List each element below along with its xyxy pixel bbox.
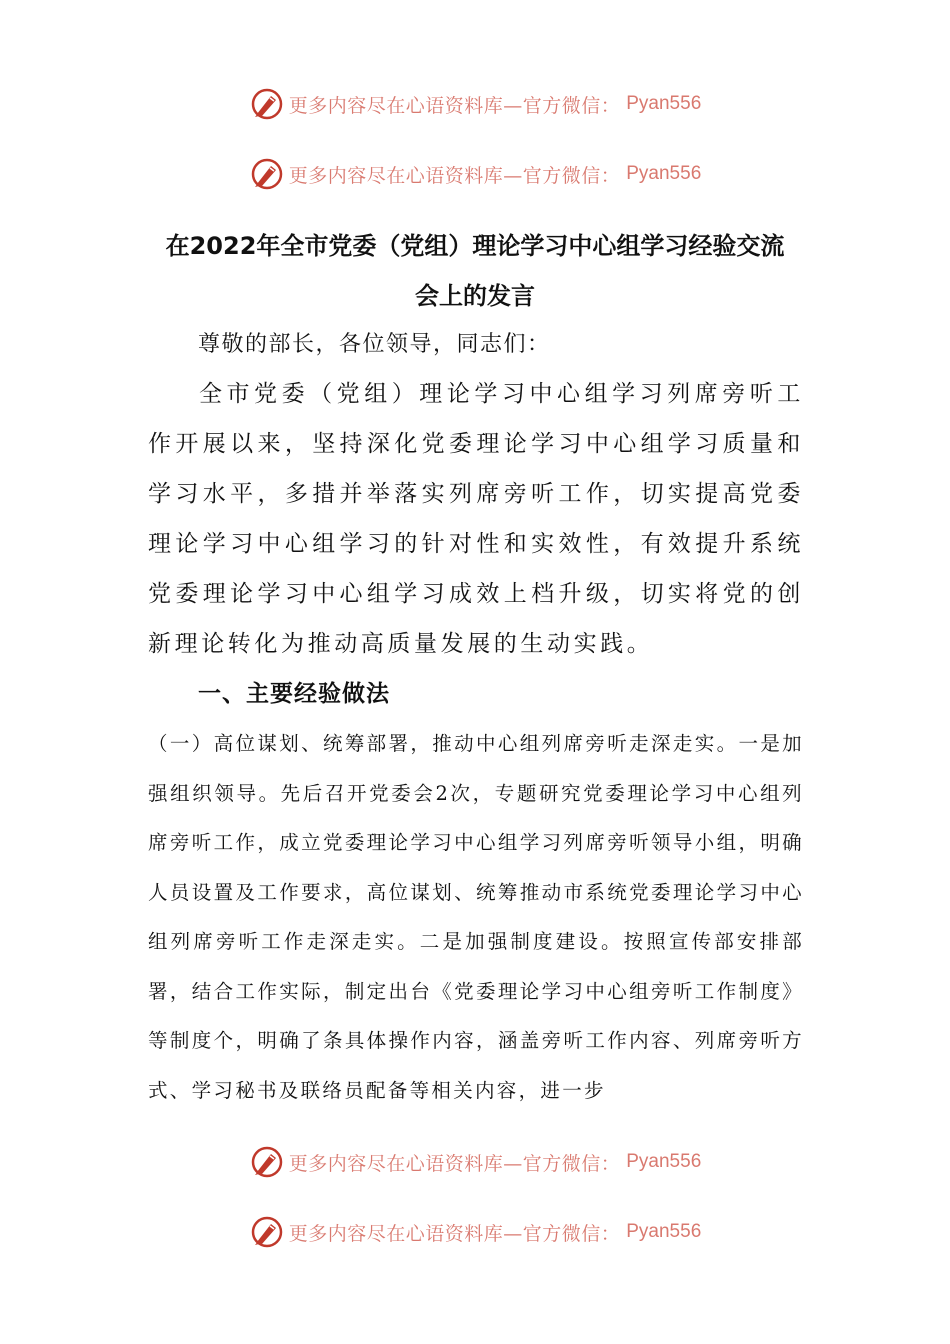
- pen-nib-logo-icon: [249, 86, 285, 122]
- watermark-line: [0, 84, 950, 124]
- subsection-text: （一）高位谋划、统筹部署，推动中心组列席旁听走深走实。一是加强组织领导。先后召开党委会2次，专题研究党委理论学习中心组列席旁听工作，成立党委理论学习中心组学习列席旁听领导小组，明确人员设置及工作要求，高位谋划、统筹推动市系统党委理论学习中心组列席旁听工作走深走实。二是加强制度建设。按照宣传部安排部署，结合工作实际，制定出台《党委理论学习中心组旁听工作制度》等制度个，明确了条具体操作内容，涵盖旁听工作内容、列席旁听方式、学习秘书及联络员配备等相关内容，进一步: [148, 732, 804, 1102]
- watermark-line: [0, 1212, 950, 1252]
- watermark-wechat-id: Pyan556: [626, 163, 702, 184]
- pen-nib-logo-icon: [249, 1214, 285, 1250]
- subsection-paragraph: [148, 719, 804, 1115]
- intro-paragraph: [148, 369, 804, 669]
- watermark-wechat-id: Pyan556: [626, 1151, 702, 1172]
- intro-text: 全市党委（党组）理论学习中心组学习列席旁听工作开展以来，坚持深化党委理论学习中心组学习质量和学习水平，多措并举落实列席旁听工作，切实提高党委理论学习中心组学习的针对性和实效性，有效提升系统党委理论学习中心组学习成效上档升级，切实将党的创新理论转化为推动高质量发展的生动实践。: [148, 381, 804, 657]
- watermark-wechat-id: Pyan556: [626, 1221, 702, 1242]
- pen-nib-logo-icon: [249, 156, 285, 192]
- watermark-line: [0, 1142, 950, 1182]
- watermark-text: 更多内容尽在心语资料库—官方微信：: [288, 94, 621, 117]
- document-title-line-2: 会上的发言: [415, 282, 535, 310]
- watermark-text: 更多内容尽在心语资料库—官方微信：: [288, 1222, 621, 1245]
- watermark-text: 更多内容尽在心语资料库—官方微信：: [288, 1152, 621, 1175]
- watermark-line: [0, 154, 950, 194]
- document-title-line-1: 在2022年全市党委（党组）理论学习中心组学习经验交流: [165, 232, 785, 260]
- pen-nib-logo-icon: [249, 1144, 285, 1180]
- greeting: 尊敬的部长，各位领导，同志们：: [198, 332, 551, 357]
- watermark-text: 更多内容尽在心语资料库—官方微信：: [288, 164, 621, 187]
- watermark-wechat-id: Pyan556: [626, 93, 702, 114]
- section-heading: 一、主要经验做法: [198, 681, 390, 707]
